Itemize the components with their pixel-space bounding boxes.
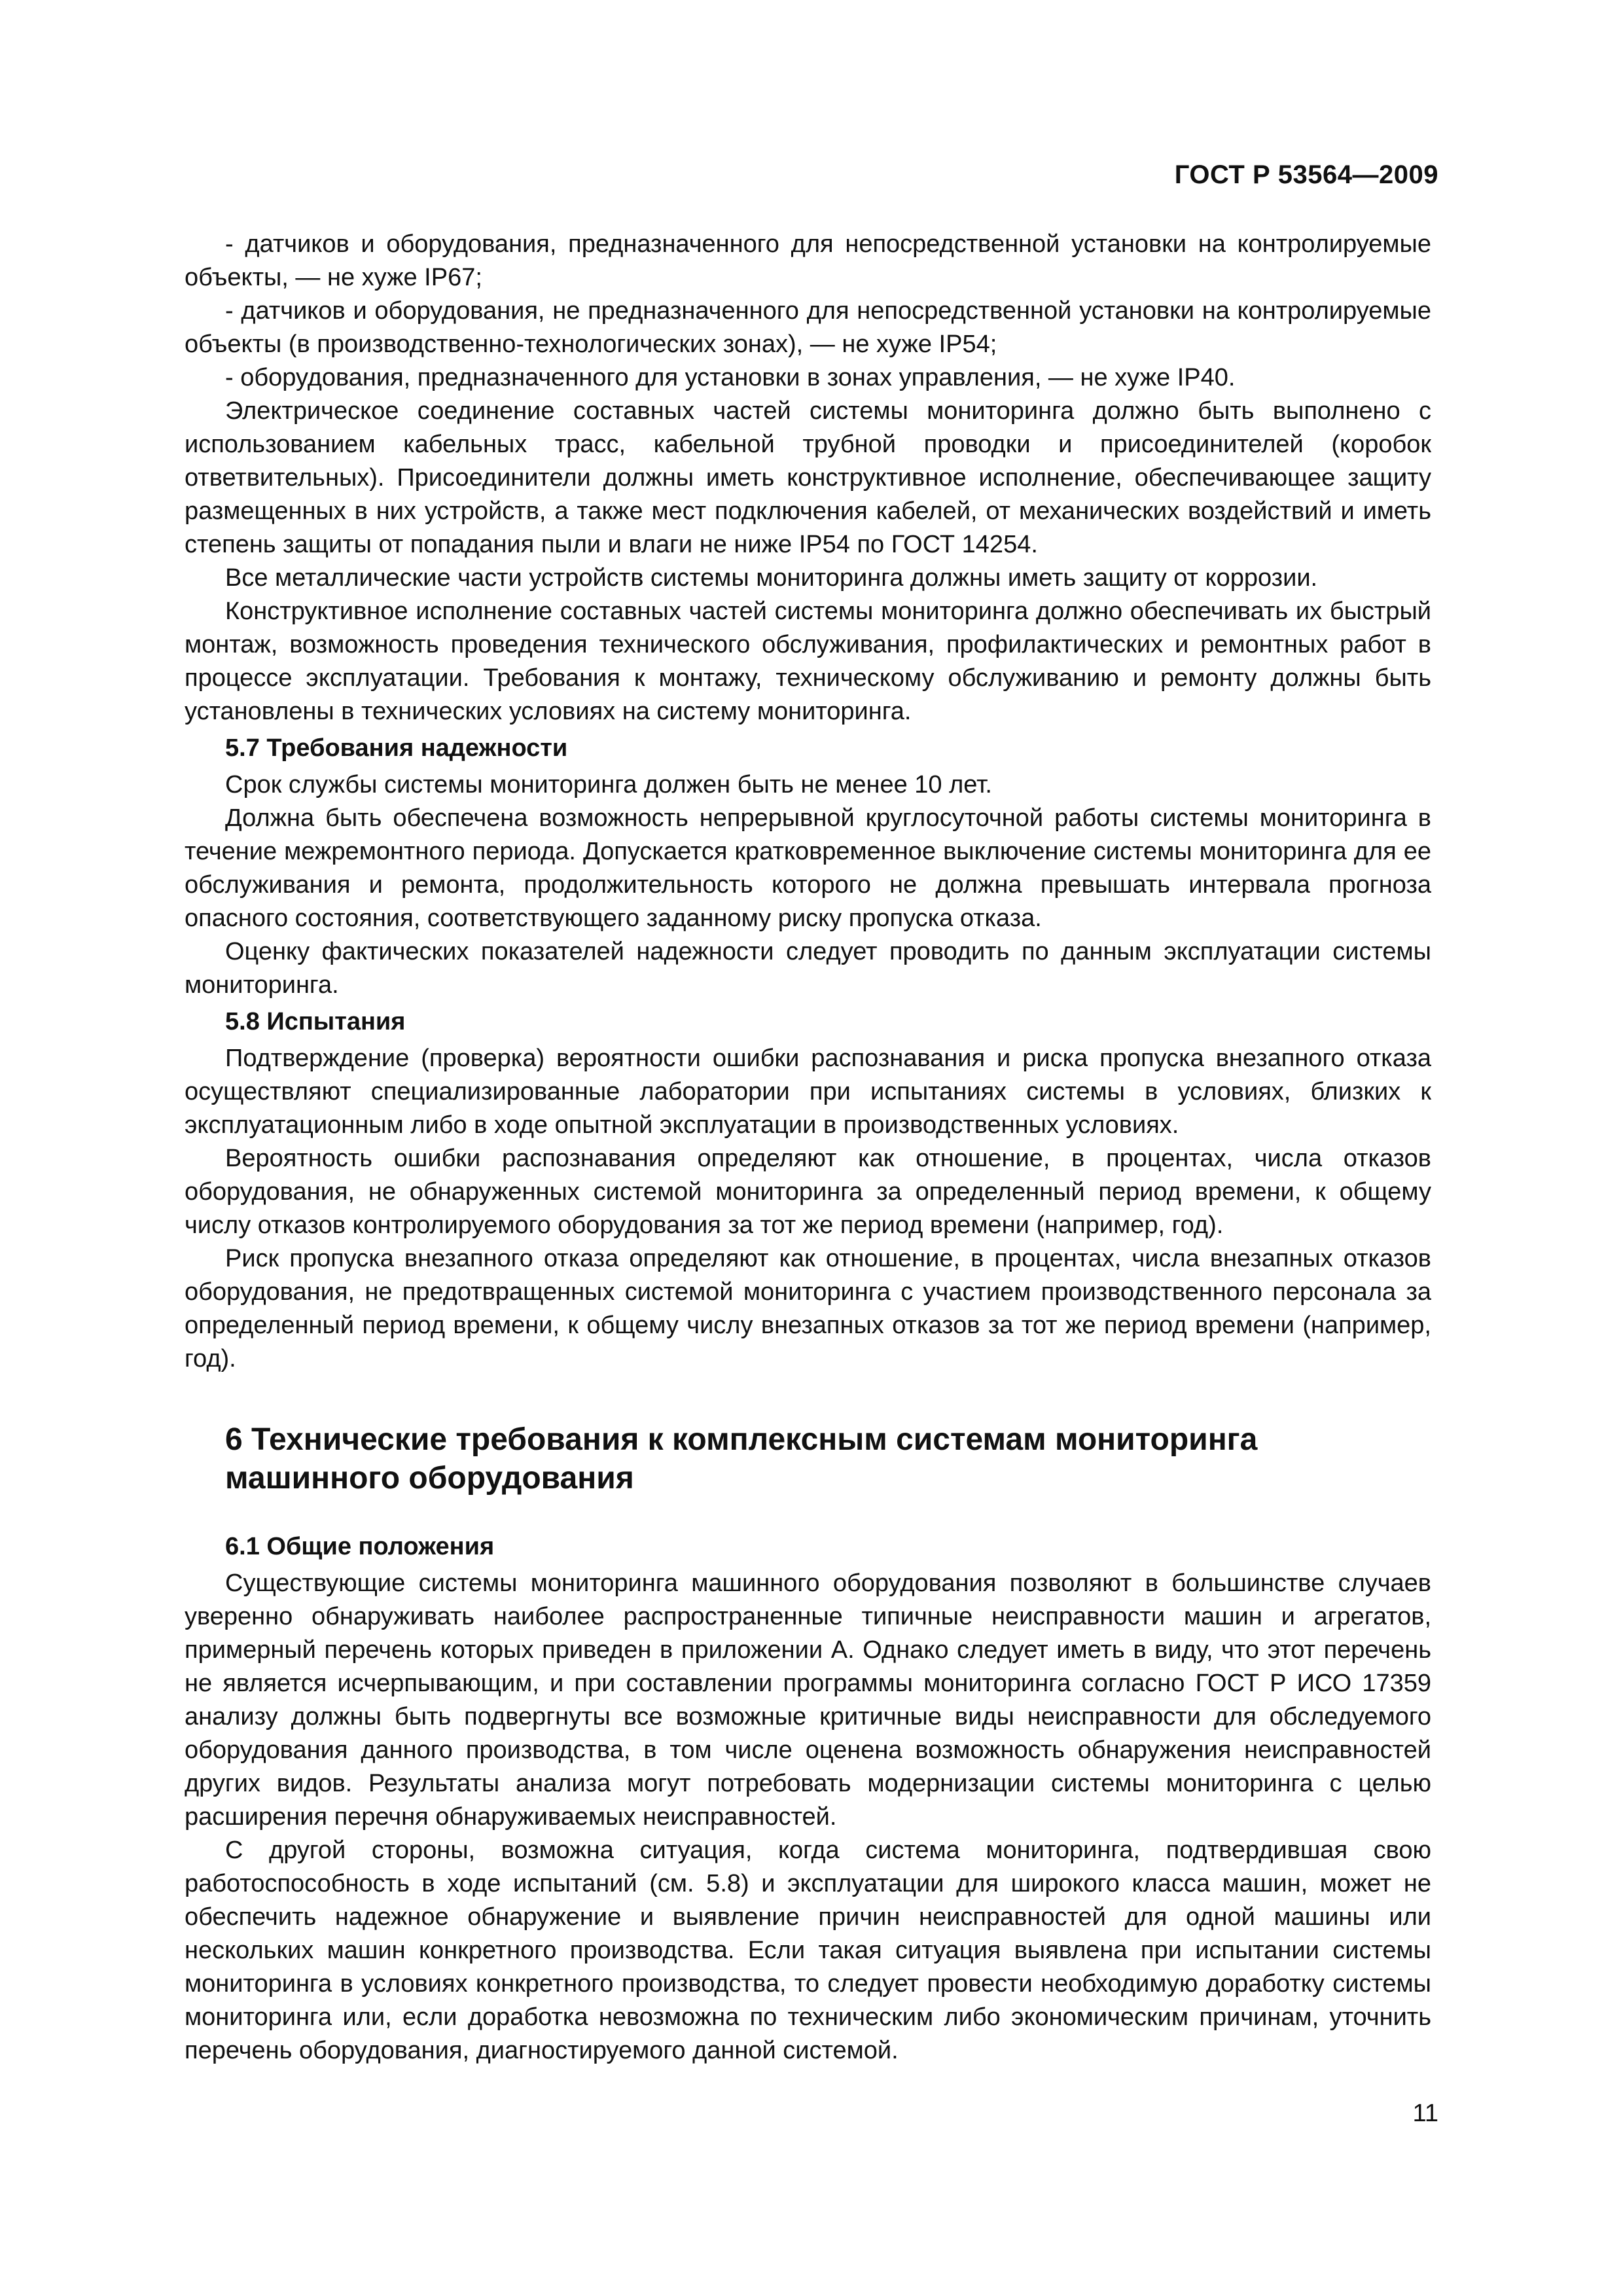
bullet-item: - оборудования, предназначенного для установки в зонах управления, — не хуже IP40.	[225, 364, 1236, 391]
subsection-heading-5-7: 5.7 Требования надежности	[225, 734, 568, 762]
subsection-heading-5-8: 5.8 Испытания	[225, 1008, 406, 1035]
subsection-heading-6-1: 6.1 Общие положения	[225, 1533, 495, 1560]
bullet-item: - датчиков и оборудования, не предназначенного для непосредственной установки на контролируемые объекты (в производственно-технологических зонах), — не хуже IP54;	[185, 297, 1431, 358]
paragraph: Риск пропуска внезапного отказа определяют как отношение, в процентах, числа внезапных отказов оборудования, не предотвращенных системой мониторинга с участием производственного персонала за определенный период времени, к общему числу внезапных отказов за тот же период времени (например, год).	[185, 1245, 1431, 1372]
paragraph: Существующие системы мониторинга машинного оборудования позволяют в большинстве случаев уверенно обнаруживать наиболее распространенные типичные неисправности машин и агрегатов, примерный перечень которых приведен в приложении А. Однако следует иметь в виду, что этот перечень не является исчерпывающим, и при составлении программы мониторинга согласно ГОСТ Р ИСО 17359 анализу должны быть подвергнуты все возможные критичные виды неисправности для обследуемого оборудования данного производства, в том числе оценена возможность обнаружения неисправностей других видов. Результаты анализа могут потребовать модернизации системы мониторинга с целью расширения перечня обнаруживаемых неисправностей.	[185, 1570, 1431, 1831]
section-heading-6-line2: машинного оборудования	[225, 1461, 634, 1496]
paragraph: Конструктивное исполнение составных частей системы мониторинга должно обеспечивать их быстрый монтаж, возможность проведения технического обслуживания, профилактических и ремонтных работ в процессе эксплуатации. Требования к монтажу, техническому обслуживанию и ремонту должны быть установлены в технических условиях на систему мониторинга.	[185, 598, 1431, 725]
paragraph: Подтверждение (проверка) вероятности ошибки распознавания и риска пропуска внезапного отказа осуществляют специализированные лаборатории при испытаниях системы в условиях, близких к эксплуатационным либо в ходе опытной эксплуатации в производственных условиях.	[185, 1045, 1431, 1139]
bullet-item: - датчиков и оборудования, предназначенного для непосредственной установки на контролируемые объекты, — не хуже IP67;	[185, 230, 1431, 291]
paragraph: Оценку фактических показателей надежности следует проводить по данным эксплуатации системы мониторинга.	[185, 938, 1431, 999]
paragraph: Срок службы системы мониторинга должен быть не менее 10 лет.	[225, 771, 992, 798]
paragraph: Все металлические части устройств системы мониторинга должны иметь защиту от коррозии.	[225, 564, 1318, 592]
paragraph: Электрическое соединение составных частей системы мониторинга должно быть выполнено с использованием кабельных трасс, кабельной трубной проводки и присоединителей (коробок ответвительных). Присоединители должны иметь конструктивное исполнение, обеспечивающее защиту размещенных в них устройств, а также мест подключения кабелей, от механических воздействий и иметь степень защиты от попадания пыли и влаги не ниже IP54 по ГОСТ 14254.	[185, 397, 1431, 558]
paragraph: Вероятность ошибки распознавания определяют как отношение, в процентах, числа отказов оборудования, не обнаруженных системой мониторинга за определенный период времени, к общему числу отказов контролируемого оборудования за тот же период времени (например, год).	[185, 1145, 1431, 1239]
document-code-header: ГОСТ Р 53564—2009	[1174, 160, 1438, 189]
document-body	[185, 228, 1431, 2068]
paragraph: С другой стороны, возможна ситуация, когда система мониторинга, подтвердившая свою работоспособность в ходе испытаний (см. 5.8) и эксплуатации для широкого класса машин, может не обеспечить надежное обнаружение и выявление причин неисправностей для одной машины или нескольких машин конкретного производства. Если такая ситуация выявлена при испытании системы мониторинга в условиях конкретного производства, то следует провести необходимую доработку системы мониторинга или, если доработка невозможна по техническим либо экономическим причинам, уточнить перечень оборудования, диагностируемого данной системой.	[185, 1837, 1431, 2064]
page-number: 11	[1412, 2100, 1438, 2127]
section-heading-6-line1: 6 Технические требования к комплексным системам мониторинга	[225, 1422, 1258, 1457]
section-heading-6	[185, 1420, 1431, 1498]
paragraph: Должна быть обеспечена возможность непрерывной круглосуточной работы системы мониторинга в течение межремонтного периода. Допускается кратковременное выключение системы мониторинга для ее обслуживания и ремонта, продолжительность которого не должна превышать интервала прогноза опасного состояния, соответствующего заданному риску пропуска отказа.	[185, 804, 1431, 932]
